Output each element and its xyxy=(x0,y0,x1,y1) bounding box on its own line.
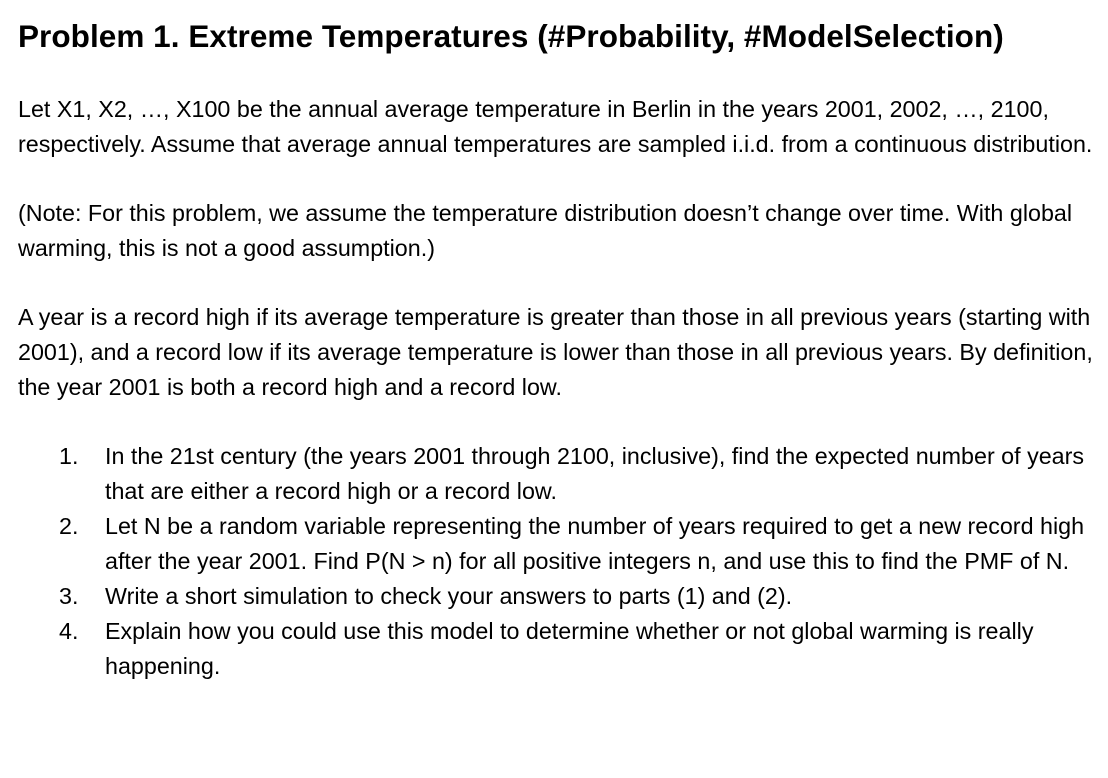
question-number: 2. xyxy=(59,513,79,539)
definition-paragraph: A year is a record high if its average temperature is greater than those in all previous years (starting with 2001), and a record low if its average temperature is lower than those in all previous years. By definition, the year 2001 is both a record high and a record low. xyxy=(18,304,1093,400)
question-item-3 xyxy=(18,579,1098,614)
intro-paragraph: Let X1, X2, …, X100 be the annual average temperature in Berlin in the years 2001, 2002, …, 2100, respectively. Assume that average annual temperatures are sampled i.i.d. from a continuous distribution. xyxy=(18,96,1093,157)
question-number: 4. xyxy=(59,618,79,644)
question-text: In the 21st century (the years 2001 through 2100, inclusive), find the expected number of years that are either a record high or a record low. xyxy=(105,443,1085,504)
question-item-1 xyxy=(18,439,1098,509)
question-text: Let N be a random variable representing the number of years required to get a new record high after the year 2001. Find P(N > n) for all positive integers n, and use this to find the PMF of N. xyxy=(105,513,1085,574)
question-number: 1. xyxy=(59,443,79,469)
question-item-4 xyxy=(18,614,1098,684)
question-text: Write a short simulation to check your answers to parts (1) and (2). xyxy=(105,583,793,609)
question-text: Explain how you could use this model to determine whether or not global warming is really happening. xyxy=(105,618,1034,679)
problem-title: Problem 1. Extreme Temperatures (#Probability, #ModelSelection) xyxy=(18,18,1004,54)
note-paragraph: (Note: For this problem, we assume the temperature distribution doesn’t change over time. With global warming, this is not a good assumption.) xyxy=(18,200,1073,261)
question-item-2 xyxy=(18,509,1098,579)
question-list xyxy=(18,439,1098,684)
question-number: 3. xyxy=(59,583,79,609)
